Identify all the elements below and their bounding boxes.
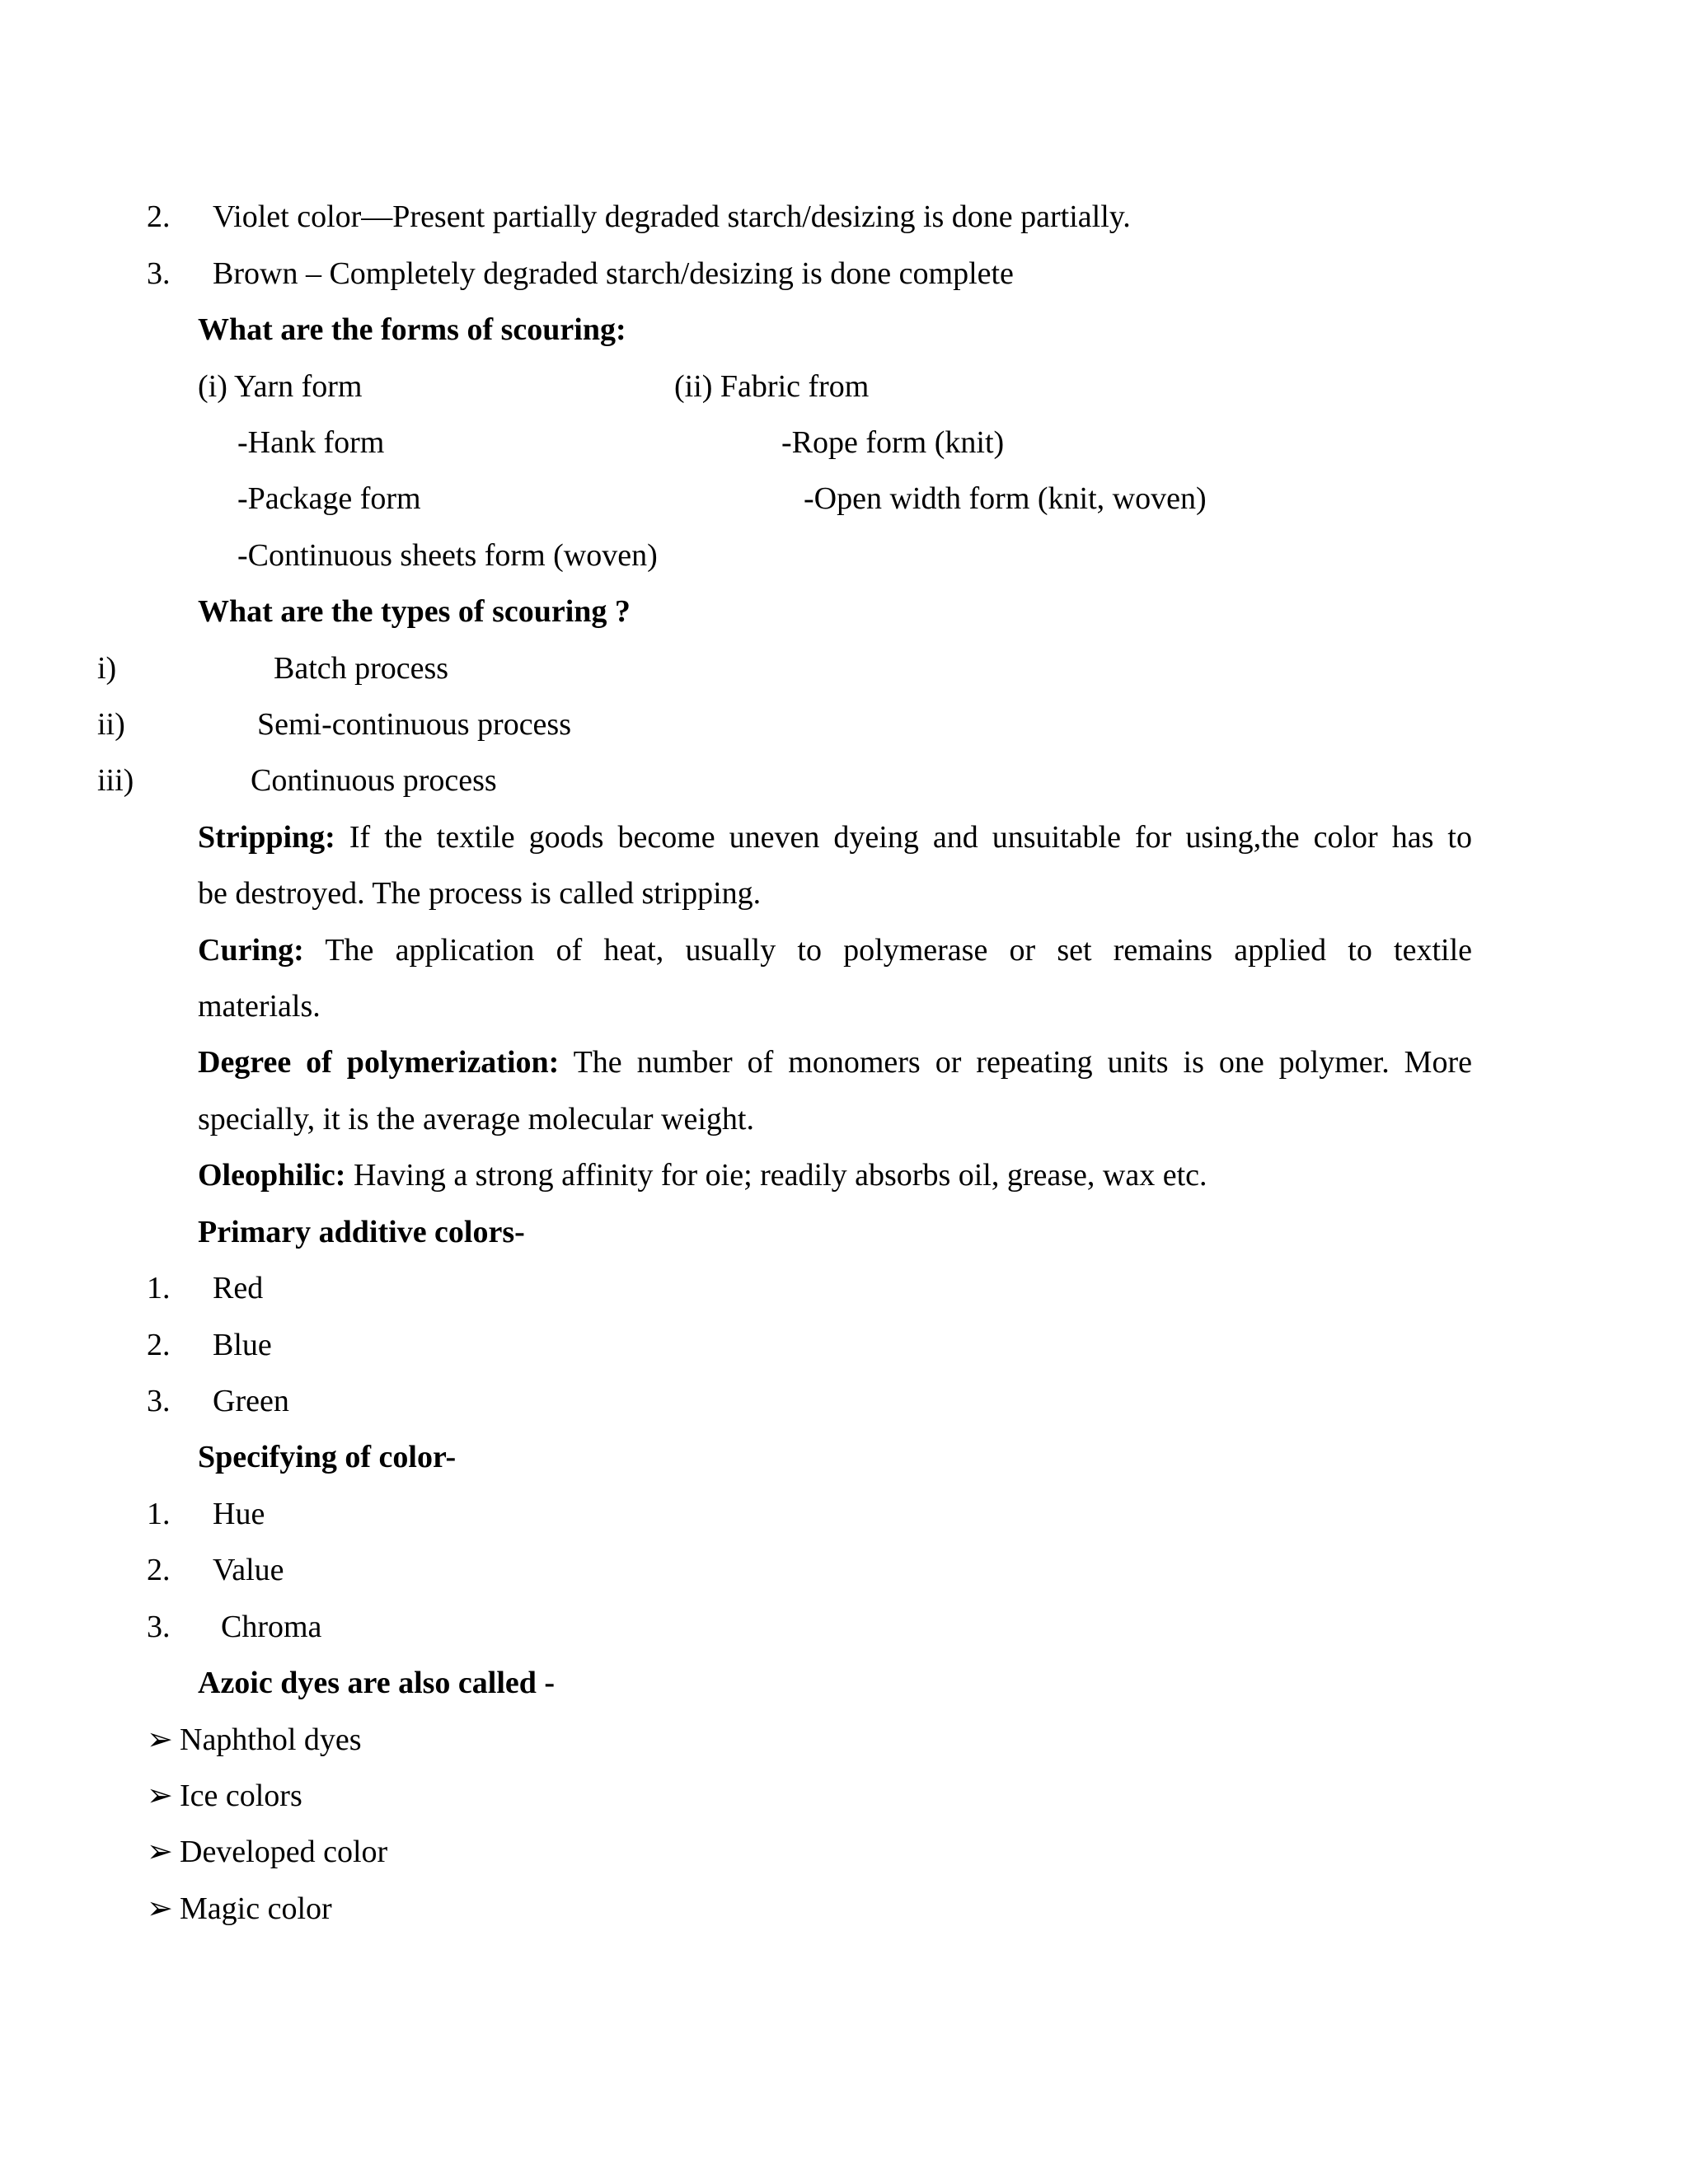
list-item: Continuous process	[251, 763, 497, 798]
list-number: 1.	[147, 1497, 171, 1531]
list-number: iii)	[97, 763, 134, 798]
bullet-item: ➢ Developed color	[147, 1835, 388, 1869]
list-item: Value	[213, 1553, 284, 1587]
yarn-form-item: -Hank form	[237, 425, 385, 460]
list-item: Semi-continuous process	[257, 707, 572, 742]
term-degree-of-polymerization: Degree of polymerization:	[198, 1045, 560, 1080]
definition-stripping-cont: be destroyed. The process is called stripping.	[198, 876, 762, 911]
bullet-item: ➢ Ice colors	[147, 1779, 302, 1813]
arrow-bullet-icon: ➢	[147, 1779, 173, 1813]
list-number: 2.	[147, 1553, 171, 1587]
list-number: i)	[97, 651, 117, 686]
definition-curing-cont: materials.	[198, 989, 321, 1024]
arrow-bullet-icon: ➢	[147, 1722, 173, 1757]
list-item: Brown – Completely degraded starch/desizing is done complete	[213, 256, 1014, 291]
list-item: Blue	[213, 1328, 272, 1362]
list-item: Violet color—Present partially degraded starch/desizing is done partially.	[213, 199, 1131, 234]
section-heading-scouring-forms: What are the forms of scouring:	[198, 312, 626, 347]
yarn-form-item: -Continuous sheets form (woven)	[237, 538, 658, 573]
definition-curing: Curing: The application of heat, usually to polymerase or set remains applied to textile	[198, 933, 1472, 968]
list-item: Chroma	[221, 1610, 322, 1644]
list-number: 3.	[147, 1384, 171, 1418]
section-heading-scouring-types: What are the types of scouring ?	[198, 594, 631, 629]
section-heading-azoic-dyes: Azoic dyes are also called -	[198, 1666, 556, 1700]
bullet-item: ➢ Naphthol dyes	[147, 1722, 362, 1757]
list-number: 2.	[147, 1328, 171, 1362]
fabric-form-item: -Rope form (knit)	[781, 425, 1005, 460]
yarn-form-title: (i) Yarn form	[198, 369, 363, 404]
definition-dp-cont: specially, it is the average molecular weight.	[198, 1102, 754, 1137]
term-oleophilic: Oleophilic:	[198, 1158, 346, 1193]
fabric-form-title: (ii) Fabric from	[674, 369, 870, 404]
list-number: ii)	[97, 707, 125, 742]
list-number: 3.	[147, 256, 171, 291]
list-number: 2.	[147, 199, 171, 234]
term-stripping: Stripping:	[198, 820, 335, 855]
arrow-bullet-icon: ➢	[147, 1835, 173, 1869]
bullet-item: ➢ Magic color	[147, 1891, 332, 1926]
term-curing: Curing:	[198, 933, 304, 968]
definition-oleophilic: Oleophilic: Having a strong affinity for oie; readily absorbs oil, grease, wax etc.	[198, 1158, 1207, 1193]
list-item: Red	[213, 1271, 264, 1305]
list-number: 1.	[147, 1271, 171, 1305]
arrow-bullet-icon: ➢	[147, 1891, 173, 1926]
yarn-form-item: -Package form	[237, 481, 421, 516]
list-number: 3.	[147, 1610, 171, 1644]
list-item: Green	[213, 1384, 289, 1418]
fabric-form-item: -Open width form (knit, woven)	[804, 481, 1207, 516]
list-item: Batch process	[274, 651, 449, 686]
list-item: Hue	[213, 1497, 265, 1531]
section-heading-primary-colors: Primary additive colors-	[198, 1215, 525, 1249]
section-heading-specifying-color: Specifying of color-	[198, 1440, 457, 1474]
definition-stripping: Stripping: If the textile goods become uneven dyeing and unsuitable for using,the color has to	[198, 820, 1472, 855]
definition-degree-of-polymerization: Degree of polymerization: The number of monomers or repeating units is one polymer. More	[198, 1045, 1472, 1080]
